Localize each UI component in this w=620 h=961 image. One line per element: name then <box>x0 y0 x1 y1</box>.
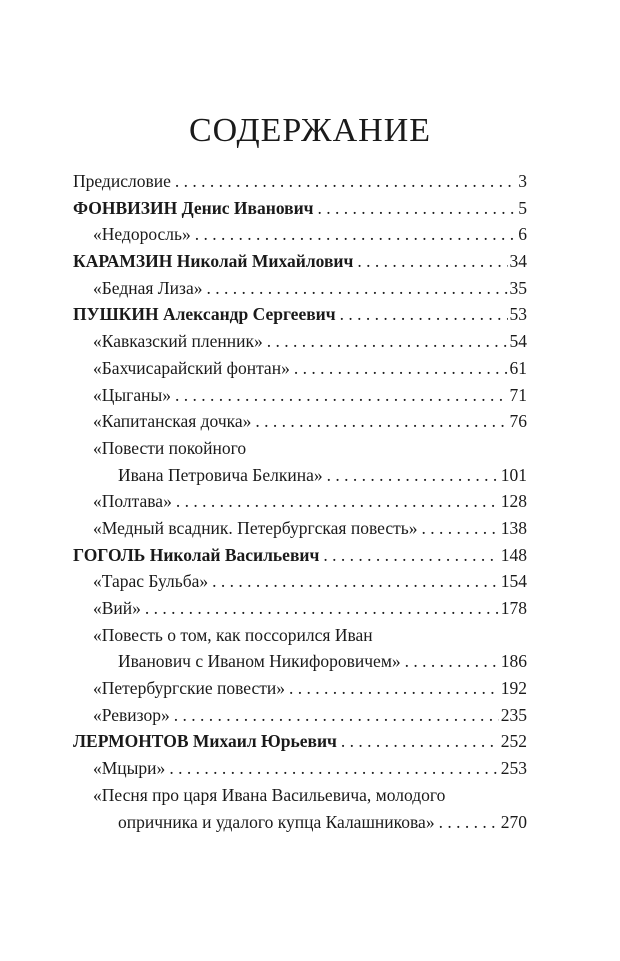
toc-entry[interactable] <box>73 809 527 836</box>
dot-leader <box>439 809 499 836</box>
toc-entry-title: ЛЕРМОНТОВ Михаил Юрьевич <box>73 731 337 752</box>
toc-page-number: 148 <box>500 544 527 565</box>
toc-entry[interactable] <box>73 755 527 782</box>
toc-entry-title: «Медный всадник. Петербургская повесть» <box>93 517 418 538</box>
toc-author-entry[interactable] <box>73 542 527 569</box>
toc-entry-title: «Повесть о том, как поссорился Иван <box>93 624 373 645</box>
dot-leader <box>422 515 499 542</box>
toc-entry[interactable] <box>73 675 527 702</box>
dot-leader <box>174 702 499 729</box>
dot-leader <box>195 221 517 248</box>
toc-entry-title: КАРАМЗИН Николай Михайлович <box>73 251 354 272</box>
dot-leader <box>176 488 499 515</box>
toc-entry-title: «Песня про царя Ивана Васильевича, молодого <box>93 784 446 805</box>
toc-entry-title: ПУШКИН Александр Сергеевич <box>73 304 336 325</box>
toc-page-number: 128 <box>500 491 527 512</box>
toc-page-number: 53 <box>509 304 527 325</box>
toc-author-entry[interactable] <box>73 728 527 755</box>
toc-page-number: 101 <box>500 464 527 485</box>
dot-leader <box>175 382 508 409</box>
dot-leader <box>318 195 517 222</box>
toc-page-number: 71 <box>509 384 527 405</box>
toc-page-number: 192 <box>500 678 527 699</box>
toc-entry[interactable] <box>73 275 527 302</box>
dot-leader <box>267 328 508 355</box>
dot-leader <box>169 755 498 782</box>
toc-entry[interactable] <box>73 568 527 595</box>
dot-leader <box>323 542 498 569</box>
toc-page-number: 138 <box>500 517 527 538</box>
toc-entry[interactable] <box>73 382 527 409</box>
toc-entry-title: ФОНВИЗИН Денис Иванович <box>73 197 314 218</box>
toc-author-entry[interactable] <box>73 195 527 222</box>
toc-entry[interactable] <box>73 648 527 675</box>
toc-entry[interactable] <box>73 515 527 542</box>
toc-page-number: 235 <box>500 704 527 725</box>
toc-entry-title: «Цыганы» <box>93 384 171 405</box>
toc-entry-title: ГОГОЛЬ Николай Васильевич <box>73 544 320 565</box>
toc-entry[interactable] <box>73 168 527 195</box>
toc-entry-title: Иванович с Иваном Никифоровичем» <box>118 651 401 672</box>
dot-leader <box>294 355 508 382</box>
dot-leader <box>255 408 507 435</box>
table-of-contents <box>73 168 527 835</box>
toc-entry[interactable] <box>73 462 527 489</box>
toc-page-number: 34 <box>509 251 527 272</box>
toc-page-number: 6 <box>518 224 527 245</box>
toc-entry-title: «Недоросль» <box>93 224 191 245</box>
toc-entry-title: «Петербургские повести» <box>93 678 286 699</box>
dot-leader <box>357 248 507 275</box>
toc-entry-title: Ивана Петровича Белкина» <box>118 464 323 485</box>
toc-entry[interactable] <box>73 328 527 355</box>
toc-page-number: 3 <box>518 171 527 191</box>
toc-entry-title: «Тарас Бульба» <box>93 571 209 592</box>
toc-page-number: 61 <box>509 357 527 378</box>
dot-leader <box>289 675 499 702</box>
toc-entry-title: опричника и удалого купца Калашникова» <box>118 811 435 832</box>
dot-leader <box>405 648 499 675</box>
page-title: СОДЕРЖАНИЕ <box>188 112 432 149</box>
toc-page-number: 76 <box>509 411 527 432</box>
toc-entry[interactable] <box>73 702 527 729</box>
toc-page-number: 186 <box>500 651 527 672</box>
toc-entry[interactable] <box>73 221 527 248</box>
toc-entry-title: «Мцыри» <box>93 758 166 779</box>
toc-entry-title: «Капитанская дочка» <box>93 411 252 432</box>
toc-entry[interactable] <box>73 782 527 809</box>
toc-entry[interactable] <box>73 408 527 435</box>
toc-entry[interactable] <box>73 435 527 462</box>
dot-leader <box>206 275 507 302</box>
toc-page-number: 252 <box>500 731 527 752</box>
toc-entry-title: «Повести покойного <box>93 437 247 458</box>
toc-entry-title: «Кавказский пленник» <box>93 331 263 352</box>
toc-entry[interactable] <box>73 355 527 382</box>
toc-entry[interactable] <box>73 595 527 622</box>
toc-page-number: 178 <box>500 598 527 618</box>
toc-entry-title: «Бахчисарайский фонтан» <box>93 357 290 378</box>
dot-leader <box>341 728 499 755</box>
toc-entry-title: Предисловие <box>73 171 171 191</box>
toc-entry-title: «Вий» <box>93 598 141 618</box>
toc-page-number: 154 <box>500 571 527 592</box>
toc-page-number: 5 <box>518 197 527 218</box>
toc-page-number: 35 <box>509 277 527 298</box>
toc-page-number: 253 <box>500 758 527 779</box>
dot-leader <box>327 462 499 489</box>
toc-entry-title: «Бедная Лиза» <box>93 277 203 298</box>
dot-leader <box>340 301 508 328</box>
dot-leader <box>212 568 499 595</box>
dot-leader <box>145 595 499 622</box>
toc-entry-title: «Ревизор» <box>93 704 170 725</box>
toc-entry[interactable] <box>73 488 527 515</box>
toc-entry-title: «Полтава» <box>93 491 172 512</box>
toc-page-number: 54 <box>509 331 527 352</box>
toc-page-number: 270 <box>500 811 527 832</box>
toc-author-entry[interactable] <box>73 248 527 275</box>
dot-leader <box>175 168 516 195</box>
toc-entry[interactable] <box>73 622 527 649</box>
toc-author-entry[interactable] <box>73 301 527 328</box>
